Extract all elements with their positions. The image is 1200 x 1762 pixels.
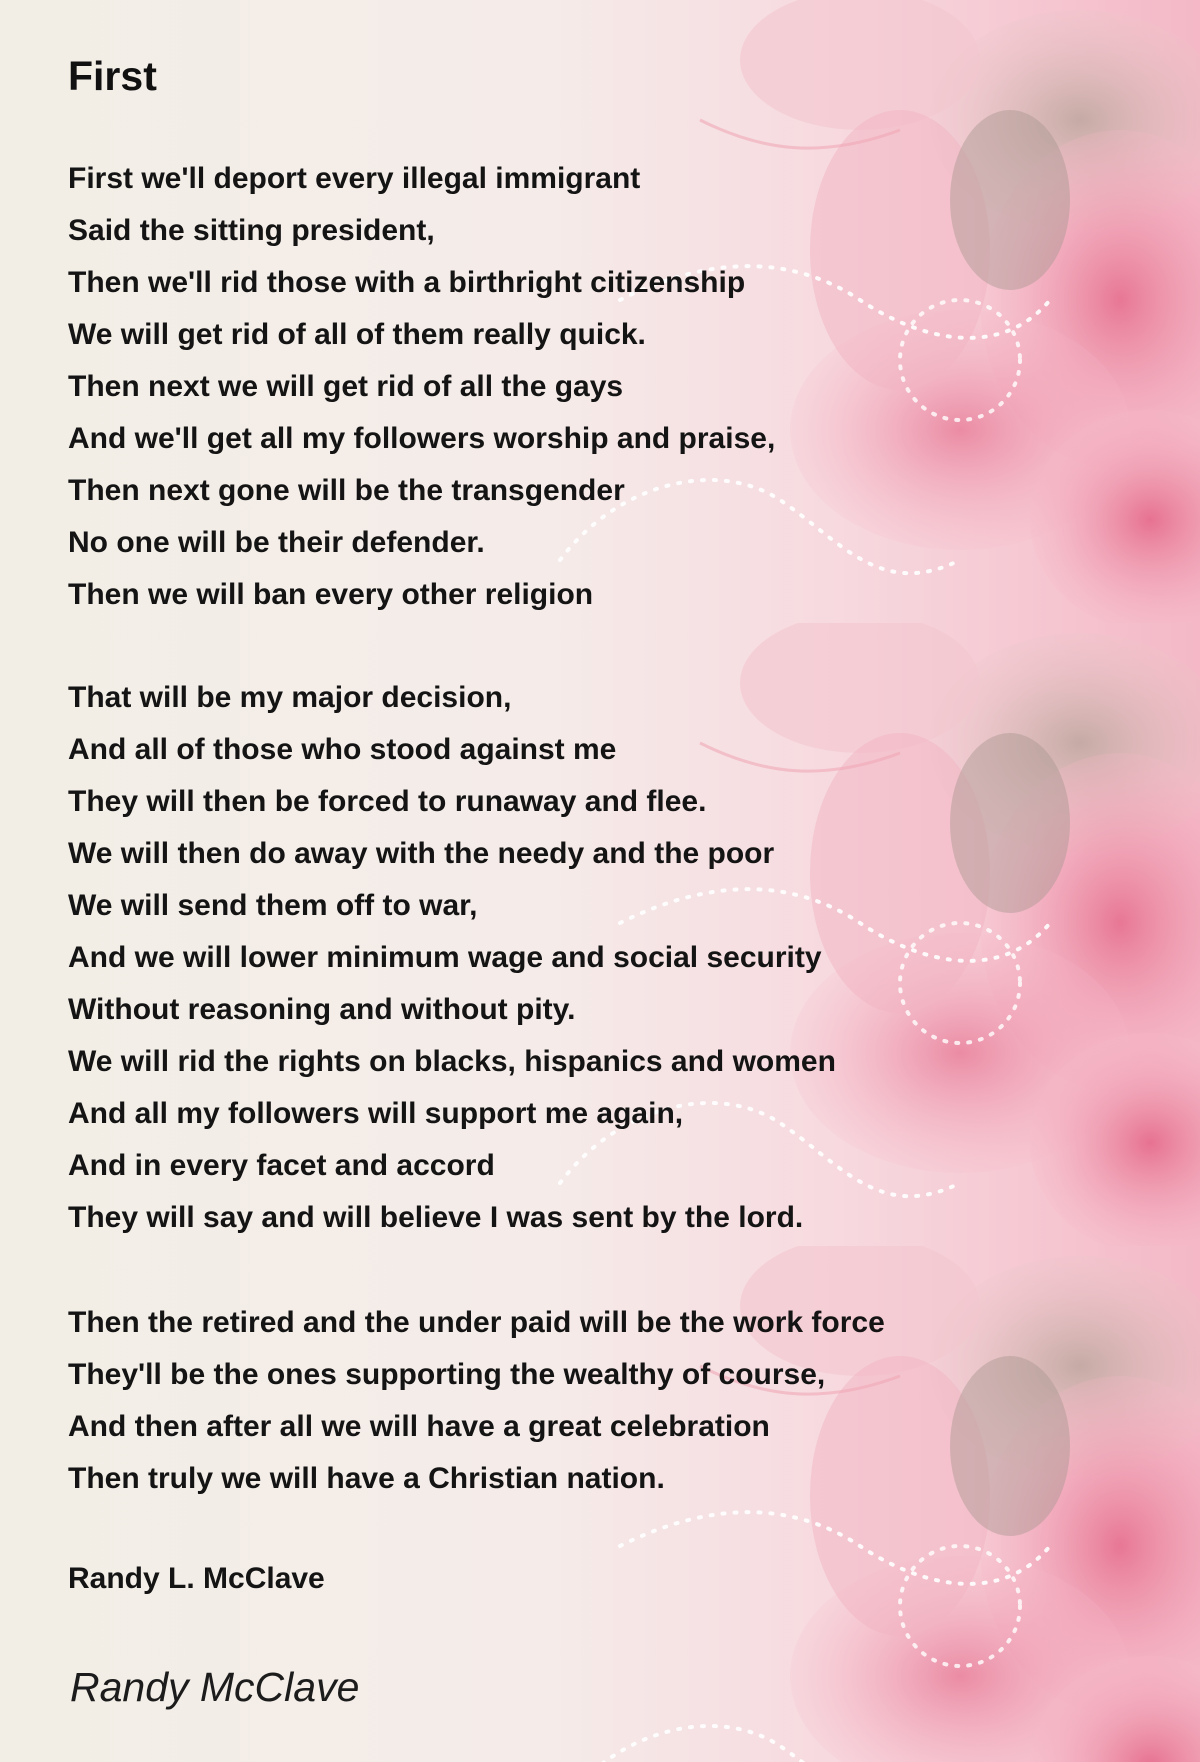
poem-stanza bbox=[68, 1297, 885, 1505]
poem-stanza bbox=[68, 153, 775, 621]
poem-line: They will then be forced to runaway and flee. bbox=[68, 785, 707, 818]
poem-title: First bbox=[68, 53, 157, 99]
poem-stanza bbox=[68, 672, 836, 1244]
poem-line: That will be my major decision, bbox=[68, 681, 512, 714]
poem-attribution: Randy L. McClave bbox=[68, 1562, 325, 1595]
poem-line: Said the sitting president, bbox=[68, 214, 435, 247]
poem-line: Then next gone will be the transgender bbox=[68, 474, 625, 507]
poem-line: First we'll deport every illegal immigrant bbox=[68, 162, 641, 195]
poem-line: They'll be the ones supporting the wealthy of course, bbox=[68, 1358, 826, 1391]
poem-line: Then we will ban every other religion bbox=[68, 578, 594, 611]
poem-line: And we'll get all my followers worship and praise, bbox=[68, 422, 776, 455]
poem-line: Then we'll rid those with a birthright citizenship bbox=[68, 266, 746, 299]
poem-line: We will get rid of all of them really quick. bbox=[68, 318, 646, 351]
poem-line: No one will be their defender. bbox=[68, 526, 485, 559]
poem-line: We will rid the rights on blacks, hispanics and women bbox=[68, 1045, 836, 1078]
poem-line: Without reasoning and without pity. bbox=[68, 993, 576, 1026]
poem-line: We will send them off to war, bbox=[68, 889, 478, 922]
poem-line: We will then do away with the needy and the poor bbox=[68, 837, 775, 870]
poem-line: They will say and will believe I was sent by the lord. bbox=[68, 1201, 804, 1234]
poem-line: And we will lower minimum wage and social security bbox=[68, 941, 822, 974]
poem-line: And all of those who stood against me bbox=[68, 733, 617, 766]
poem-line: Then next we will get rid of all the gays bbox=[68, 370, 624, 403]
poem-line: Then the retired and the under paid will be the work force bbox=[68, 1306, 885, 1339]
poet-name-signature: Randy McClave bbox=[70, 1664, 360, 1710]
poem-line: And in every facet and accord bbox=[68, 1149, 495, 1182]
poem-line: And then after all we will have a great celebration bbox=[68, 1410, 770, 1443]
poem-line: Then truly we will have a Christian nation. bbox=[68, 1462, 665, 1495]
poem-line: And all my followers will support me again, bbox=[68, 1097, 684, 1130]
